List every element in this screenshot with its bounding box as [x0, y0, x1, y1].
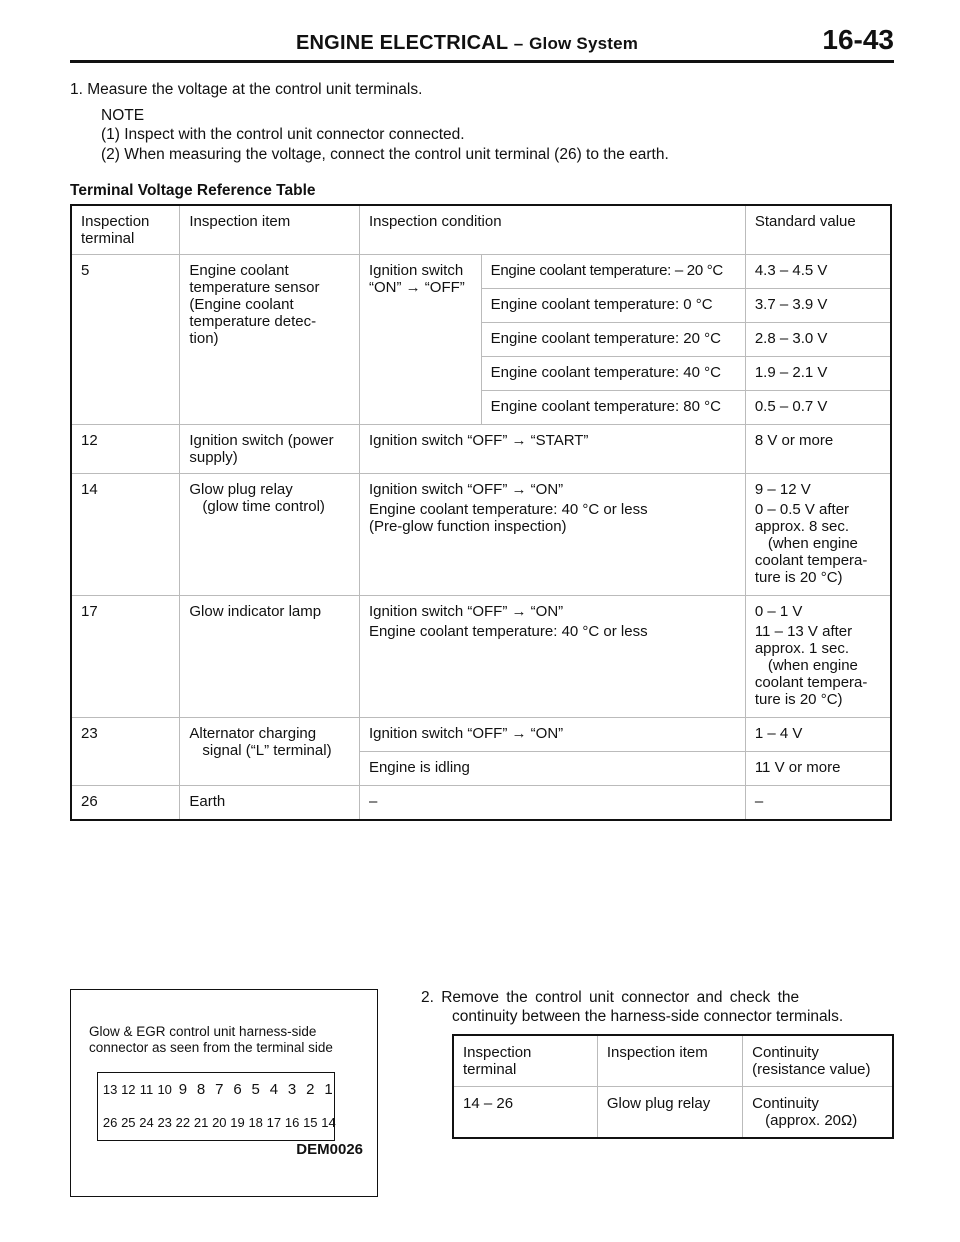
value-cell: Continuity (approx. 20Ω) — [743, 1087, 893, 1139]
temp-cell: Engine coolant temperature: – 20 °C — [481, 255, 745, 289]
connector-pin-label: 18 — [248, 1115, 263, 1130]
connector-pin-label: 17 — [266, 1115, 282, 1130]
header-item: Inspection item — [180, 205, 360, 255]
step1-text: 1. Measure the voltage at the control unit terminals. — [70, 81, 423, 98]
diagram-caption: Glow & EGR control unit harness-side connector as seen from the terminal side — [89, 1024, 333, 1055]
section-subtitle: Glow System — [529, 34, 639, 53]
header-terminal: Inspection terminal — [81, 213, 150, 247]
item-cell: Glow indicator lamp — [180, 596, 360, 718]
condition-cell: Ignition switch “ON” → “OFF” — [359, 255, 481, 425]
item-cell: Alternator charging signal (“L” terminal) — [180, 718, 360, 786]
note-label: NOTE — [101, 107, 145, 124]
diagram-id: DEM0026 — [296, 1141, 363, 1158]
step2-line1: 2. Remove the control unit connector and check the — [421, 989, 800, 1006]
value-cell: 2.8 – 3.0 V — [745, 323, 891, 357]
terminal-cell: 17 — [71, 596, 180, 718]
note-2: (2) When measuring the voltage, connect the control unit terminal (26) to the earth. — [101, 146, 669, 163]
terminal-cell: 5 — [71, 255, 180, 425]
connector-pin-label: 7 — [215, 1081, 224, 1098]
value-cell: 1.9 – 2.1 V — [745, 357, 891, 391]
connector-pin-label: 13 — [102, 1082, 118, 1097]
terminal-cell: 14 – 26 — [453, 1087, 597, 1139]
terminal-voltage-table — [70, 204, 892, 821]
table-header-row — [71, 205, 891, 255]
condition-cell: Ignition switch “OFF” → “ON” — [359, 718, 745, 752]
connector-pin-label: 2 — [306, 1081, 315, 1098]
value-cell: 9 – 12 V 0 – 0.5 V after approx. 8 sec. (when engine coolant tempera- ture is 20 °C) — [745, 474, 891, 596]
connector-pin-label: 15 — [303, 1115, 318, 1130]
header-condition: Inspection condition — [359, 205, 745, 255]
terminal-cell: 14 — [71, 474, 180, 596]
value-cell: – — [745, 786, 891, 820]
step2-line2: continuity between the harness-side connector terminals. — [452, 1008, 844, 1025]
connector-pin-label: 16 — [284, 1115, 300, 1130]
header-title — [296, 32, 638, 55]
condition-cell: Engine is idling — [359, 752, 745, 786]
connector-pin-label: 4 — [269, 1081, 279, 1098]
item-cell: Engine coolant temperature sensor (Engine coolant temperature detec- tion) — [180, 255, 360, 425]
value-cell: 11 V or more — [745, 752, 891, 786]
table-row — [71, 596, 891, 718]
table-title: Terminal Voltage Reference Table — [70, 182, 316, 199]
condition-cell: Ignition switch “OFF” → “START” — [359, 425, 745, 474]
value-cell: 4.3 – 4.5 V — [745, 255, 891, 289]
connector-pin-label: 5 — [251, 1081, 260, 1098]
connector-pin-label: 20 — [212, 1115, 227, 1130]
connector-pin-label: 26 — [102, 1115, 118, 1130]
connector-pin-label: 23 — [157, 1115, 172, 1130]
connector-pin-label: 9 — [178, 1081, 188, 1098]
connector-pin-label: 14 — [321, 1115, 336, 1130]
section-title: ENGINE ELECTRICAL — [296, 32, 508, 54]
temp-cell: Engine coolant temperature: 40 °C — [481, 357, 745, 391]
title-separator: – — [513, 34, 524, 53]
connector-pin-label: 3 — [287, 1081, 297, 1098]
table-row — [71, 474, 891, 596]
item-cell: Glow plug relay — [597, 1087, 742, 1139]
header-item: Inspection item — [597, 1035, 742, 1087]
connector-pin-label: 22 — [175, 1115, 191, 1130]
connector-pin-label: 1 — [324, 1081, 333, 1098]
connector-pin-label: 24 — [139, 1115, 154, 1130]
table-header-row — [453, 1035, 893, 1087]
connector-pin-label: 8 — [196, 1081, 206, 1098]
connector-pin-label: 12 — [121, 1082, 136, 1097]
item-cell: Glow plug relay (glow time control) — [180, 474, 360, 596]
table-row — [453, 1087, 893, 1139]
terminal-cell: 12 — [71, 425, 180, 474]
value-cell: 0.5 – 0.7 V — [745, 391, 891, 425]
connector-pin-label: 21 — [193, 1115, 209, 1130]
page-number: 16-43 — [822, 24, 894, 55]
temp-cell: Engine coolant temperature: 80 °C — [481, 391, 745, 425]
terminal-cell: 26 — [71, 786, 180, 820]
condition-cell: – — [359, 786, 745, 820]
header-terminal: Inspection terminal — [463, 1044, 532, 1078]
value-cell: 1 – 4 V — [745, 718, 891, 752]
terminal-cell: 23 — [71, 718, 180, 786]
connector-pin-label: 6 — [233, 1081, 242, 1098]
connector-diagram — [70, 989, 378, 1197]
condition-cell: Ignition switch “OFF” → “ON” Engine coolant temperature: 40 °C or less — [359, 596, 745, 718]
continuity-table — [452, 1034, 894, 1139]
temp-cell: Engine coolant temperature: 0 °C — [481, 289, 745, 323]
connector-face — [97, 1072, 347, 1142]
connector-pin-label: 11 — [139, 1082, 154, 1097]
header-continuity: Continuity (resistance value) — [743, 1035, 893, 1087]
header-value: Standard value — [745, 205, 891, 255]
note-1: (1) Inspect with the control unit connector connected. — [101, 126, 465, 143]
table-row — [71, 718, 891, 752]
table-row — [71, 786, 891, 820]
page-header — [70, 22, 894, 63]
item-cell: Earth — [180, 786, 360, 820]
table-row — [71, 255, 891, 289]
temp-cell: Engine coolant temperature: 20 °C — [481, 323, 745, 357]
condition-cell: Ignition switch “OFF” → “ON” Engine coolant temperature: 40 °C or less (Pre-glow function inspection) — [359, 474, 745, 596]
connector-pin-label: 25 — [121, 1115, 136, 1130]
connector-pin-label: 19 — [230, 1115, 245, 1130]
value-cell: 3.7 – 3.9 V — [745, 289, 891, 323]
connector-pin-label: 10 — [157, 1082, 172, 1097]
value-cell: 0 – 1 V 11 – 13 V after approx. 1 sec. (when engine coolant tempera- ture is 20 °C) — [745, 596, 891, 718]
table-row — [71, 425, 891, 474]
value-cell: 8 V or more — [745, 425, 891, 474]
item-cell: Ignition switch (power supply) — [180, 425, 360, 474]
